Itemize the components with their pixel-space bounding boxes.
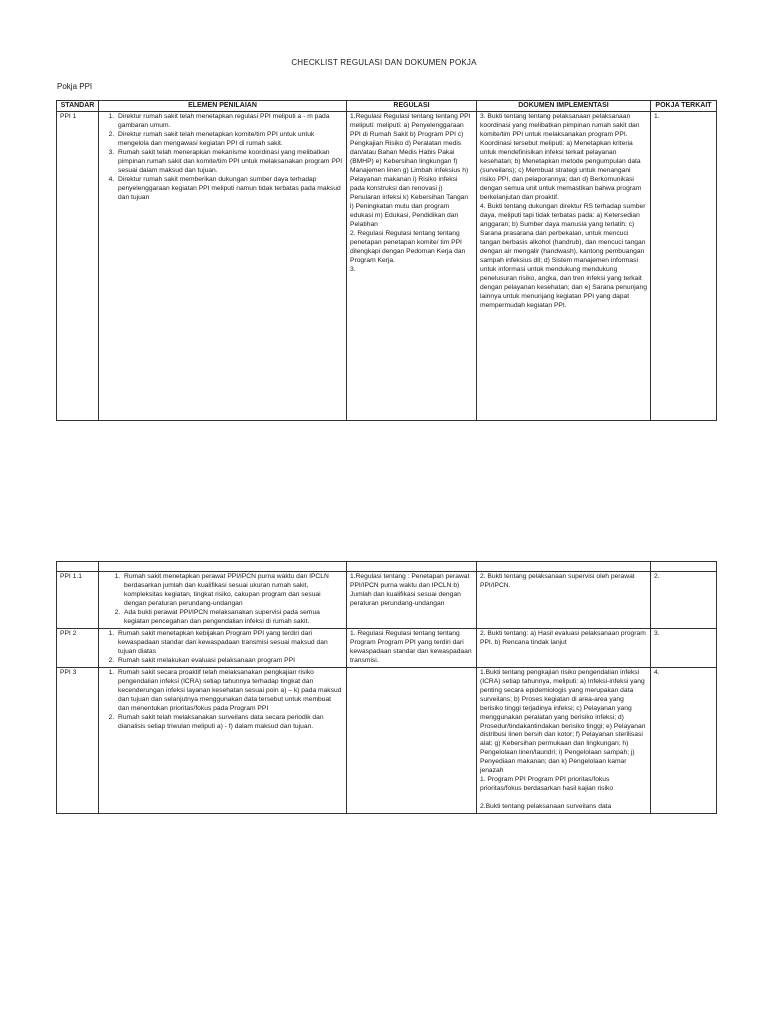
elemen-item: 4. Direktur rumah sakit memberikan dukungan sumber daya terhadap penyelenggaraan kegiatan PPI meliputi namun tidak terbatas pada maksud dan tujuan (116, 176, 343, 203)
header-pokja-terkait: POKJA TERKAIT (651, 101, 717, 112)
cell-pokja: 1. (651, 112, 717, 421)
dokumen-item: 1. Program PPI Program PPI prioritas/fokus prioritas/fokus berdasarkan hasil kajian risiko (480, 776, 614, 793)
checklist-table-page2 (56, 561, 717, 814)
header-standar: STANDAR (57, 101, 99, 112)
cell-dokumen: 2. Bukti tentang pelaksanaan supervisi oleh perawat PPI/IPCN. (477, 572, 651, 629)
empty-cell (477, 562, 651, 572)
page-title: CHECKLIST REGULASI DAN DOKUMEN POKJA (291, 58, 477, 67)
regulasi-item: 2. Regulasi Regulasi tentang tentang penetapan penetapan komite/ tim PPI dilengkapi dengan Pedoman Kerja dan Program Kerja. (350, 229, 466, 264)
pokja-subtitle: Pokja PPI (57, 82, 93, 91)
dokumen-item: 1.Bukti tentang pengkajian risiko pengendalian infeksi (ICRA) setiap tahunnya, meliputi: a) Infeksi-infeksi yang penting secara epidemiologis yang merupakan data surveilans; b) Proses kegiatan di area-area yang berisiko tinggi terjadinya infeksi; c) Pelayanan yang menggunakan peralatan yang berisiko infeksi; d) Prosedur/tindakantindakan berisiko tinggi; e) Pelayanan distribusi linen bersih dan kotor; f) Pelayanan sterilisasi alat; g) Kebersihan permukaan dan lingkungan; h) Pengelolaan linen/laundri; i) Pengelolaan sampah; j) Penyediaan makanan; dan k) Pengelolaan kamar jenazah (480, 668, 646, 775)
elemen-item: 2. Rumah sakit melakukan evaluasi pelaksanaan program PPI (116, 657, 343, 666)
dokumen-item: 4. Bukti tentang dukungan direktur RS terhadap sumber daya, meliputi tapi tidak terbatas pada: a) Ketersedian anggaran; b) Sumber daya manusia yang terlatih; c) Sarana prasarana dan perbekalan, untuk mencuci tangan berbasis alkohol (handrub), dan mencuci tangan dengan air mengalir (handwash), kantong pembuangan sampah infeksius dll; d) Sistem manajemen informasi untuk informasi untuk mendukung mendukung penelusuran risiko, angka, dan tren infeksi yang terkait dengan pelayanan kesehatan; dan e) Sarana penunjang lainnya untuk menunjang kegiatan PPI yang dapat mempermudah kegiatan PPI. (480, 203, 647, 309)
elemen-item: 2. Ada bukti perawat PPI/IPCN melaksanakan supervisi pada semua kegiatan pencegahan dan pengendalian infeksi di rumah sakit. (122, 609, 343, 627)
empty-cell (57, 562, 99, 572)
cell-pokja: 2. (651, 572, 717, 629)
cell-regulasi (347, 667, 477, 814)
table-row (57, 112, 717, 421)
dokumen-item: Koordinasi tersebut meliputi: a) Menetapkan kriteria untuk mendefinisikan infeksi terkait pelayanan kesehatan; b) Menetapkan metode pengumpulan data (surveilans); c) Membuat strategi untuk menangani risiko PPI, dan pelaporannya; dan d) Berkomunikasi dengan semua unit untuk memastikan bahwa program berkelanjutan dan proaktif. (480, 140, 642, 202)
header-dokumen-implementasi: DOKUMEN IMPLEMENTASI (477, 101, 651, 112)
elemen-item: 1. Rumah sakit menetapkan perawat PPI/IPCN purna waktu dan IPCLN berdasarkan jumlah dan kualifikasi sesuai ukuran rumah sakit, kompleksitas kegiatan, tingkat risiko, cakupan program dan sesuai dengan peraturan perundang-undangan (122, 573, 343, 609)
cell-dokumen (477, 667, 651, 814)
cell-dokumen (477, 112, 651, 421)
cell-regulasi: 1. Regulasi Regulasi tentang tentang Program Program PPI yang terdiri dari kewaspadaan standar dan kewaspadaan transmisi. (347, 628, 477, 667)
checklist-table-page1 (56, 100, 717, 421)
table-row (57, 628, 717, 667)
cell-pokja: 4. (651, 667, 717, 814)
header-regulasi: REGULASI (347, 101, 477, 112)
elemen-item: 2. Direktur rumah sakit telah menetapkan komite/tim PPI untuk untuk mengelola dan mengawasi kegiatan PPI di rumah sakit. (116, 131, 343, 149)
cell-elemen (99, 667, 347, 814)
regulasi-item: 1.Regulasi Regulasi tentang tentang PPI meliputi: meliputi: a) Penyelenggaraan PPI di Rumah Sakit b) Program PPI c) Pengkajian Risiko d) Peralatan medis dan/atau Bahan Medis Habis Pakai (BMHP) e) Kebersihan lingkungan f) Manajemen linen g) Limbah infeksius h) Pelayanan makanan i) Risiko infeksi pada konstruksi dan renovasi j) Penularan infeksi k) Kebersihan Tangan l) Peningkatan mutu dan program edukasi m) Edukasi, Pendidikan dan Pelatihan (350, 113, 471, 229)
empty-header-row (57, 562, 717, 572)
cell-elemen (99, 572, 347, 629)
empty-cell (651, 562, 717, 572)
header-row (57, 101, 717, 112)
elemen-item: 1. Rumah sakit menetapkan kebijakan Program PPI yang terdiri dari kewaspadaan standar dan kewaspadaan transmisi sesuai maksud dan tujuan diatas (116, 630, 343, 657)
empty-cell (99, 562, 347, 572)
cell-elemen (99, 628, 347, 667)
dokumen-item: 2.Bukti tentang pelaksanaan surveilans data (480, 803, 612, 811)
cell-elemen (99, 112, 347, 421)
cell-standar: PPI 3 (57, 667, 99, 814)
cell-dokumen: 2. Bukti tentang: a) Hasil evaluasi pelaksanaan program PPI. b) Rencana tindak lanjut (477, 628, 651, 667)
cell-standar: PPI 2 (57, 628, 99, 667)
elemen-item: 1. Direktur rumah sakit telah menetapkan regulasi PPI meliputi a - m pada gambaran umum. (116, 113, 343, 131)
dokumen-item: 3. Bukti tentang tentang pelaksanaan pelaksanaan koordinasi yang melibatkan pimpinan rumah sakit dan komite/tim PPI untuk melaksanakan program PPI. (480, 113, 640, 139)
elemen-item: 3. Rumah sakit telah menerapkan mekanisme koordinasi yang melibatkan pimpinan rumah sakit dan komite/tim PPI untuk melaksanakan program PPI sesuai dalam maksud dan tujuan. (116, 149, 343, 176)
empty-cell (347, 562, 477, 572)
cell-pokja: 3. (651, 628, 717, 667)
table-row (57, 667, 717, 814)
cell-standar: PPI 1.1 (57, 572, 99, 629)
header-elemen-penilaian: ELEMEN PENILAIAN (99, 101, 347, 112)
regulasi-item: 3. (350, 265, 356, 273)
table-row (57, 572, 717, 629)
cell-standar: PPI 1 (57, 112, 99, 421)
cell-regulasi (347, 112, 477, 421)
elemen-item: 1. Rumah sakit secara proaktif telah melaksanakan pengkajian risiko pengendalian infeksi (ICRA) setiap tahunnya terhadap tingkat dan kecenderungan infeksi layanan kesehatan sesuai poin a) – k) pada maksud dan tujuan dan selanjutnya menggunakan data tersebut untuk membuat dan menentukan prioritas/fokus pada Program PPI (116, 669, 343, 714)
elemen-item: 2. Rumah sakit telah melaksanakan surveilans data secara periodik dan dianalisis setiap triwulan meliputi a) - f) dalam maksud dan tujuan. (116, 714, 343, 732)
cell-regulasi: 1.Regulasi tentang : Penetapan perawat PPI/IPCN purna waktu dan IPCLN b) Jumlah dan kualifikasi sesuai dengan peraturan perundang-undangan (347, 572, 477, 629)
